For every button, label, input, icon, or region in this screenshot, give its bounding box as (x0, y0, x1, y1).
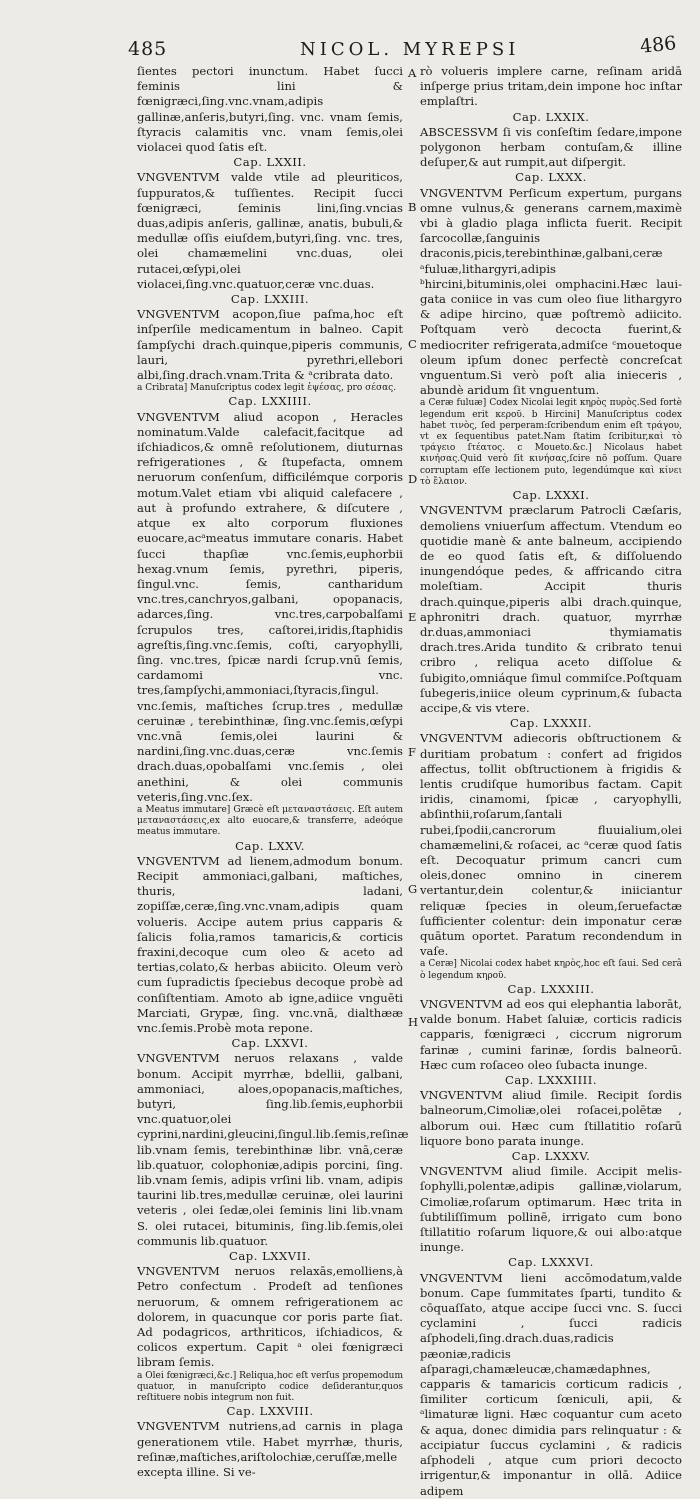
chapter-heading: Cap. LXXIIII. (228, 394, 312, 409)
paragraph: VNGVENTVM lieni accōmodatum,valde bonum. Cape ſummitates ſparti, tundito & cōquaſſato, atque accipe ſucci vnc. S. ſucci cyclamini , ſucci radicis aſphodeli,ſing.drach.duas,radicis pæoniæ,radicis aſparagi,chamæleucæ,chamædaphnes, capparis & tamaricis corticum radicis , ſimiliter corticum ſœniculi, apii, & ᵃlimaturæ ligni. Hæc coquantur cum aceto & aqua, donec dimidia pars relinquatur : & accipiatur ſuccus cyclamini , & radicis aſphodeli , atque cum priori decocto irrigentur,& imponantur in ollā. Adiice adipem (420, 1270, 682, 1498)
page-header (120, 32, 678, 66)
chapter-heading: Cap. LXXXV. (511, 1149, 591, 1164)
paragraph: VNGVENTVM aliud ſimile. Recipit ſordis balneorum,Cimoliæ,olei roſacei,polētæ , alborum oui. Hæc cum ſtillatitio roſarū liquore bono parata inunge. (420, 1088, 682, 1148)
footnote: a Meatus immutare] Græcè eſt μεταναστάσεις. Eſt autem μεταναστάσεις,ex alto euocare,& transferre, adeóque meatus immutare. (137, 804, 403, 838)
footnote: a Ceræ] Nicolai codex habet κηρὸς,hoc eſt ſaui. Sed cerâ ò legendum κηροῦ. (420, 959, 682, 981)
page-number-right: 486 (638, 32, 678, 58)
footnote: a Olei fœnigræci,&c.] Reliqua,hoc eſt verſus propemodum quatuor, in manuſcripto codice deſiderantur,quos reſtituere nobis integrum non fuit. (137, 1370, 403, 1404)
chapter-heading: Cap. LXXXIIII. (504, 1073, 598, 1088)
margin-letter-e: E (408, 610, 417, 624)
margin-letter-b: B (408, 200, 417, 214)
footnote: a Cribrata] Manuſcriptus codex legit ἑψέσας, pro σέσας. (137, 383, 397, 394)
chapter-heading: Cap. LXXVI. (231, 1036, 309, 1051)
margin-letter-f: F (408, 745, 416, 759)
margin-letter-a: A (408, 66, 417, 80)
paragraph: VNGVENTVM ad lienem,admodum bonum. Recipit ammoniaci,galbani, maſtiches, thuris, ladani, zopiſſæ,ceræ,ſing.vnc.vnam,adipis quam volueris. Accipe autem prius capparis & ſalicis folia,ramos tamaricis,& corticis fraxini,decoque cum oleo & aceto ad tertias,colato,& herbas abiicito. Oleum verò cum ſupradictis ſpeciebus decoque probè ad conſiſtentiam. Amoto ab igne,adiice vnguēti Marciati, Grypæ, ſing. vnc.vnā, dialthææ vnc.ſemis.Probè mota repone. (137, 853, 403, 1035)
running-title: NICOL. MYREPSI (300, 39, 520, 60)
chapter-heading: Cap. LXXXVI. (508, 1255, 594, 1270)
margin-letter-c: C (408, 337, 417, 351)
chapter-heading: Cap. LXXII. (233, 155, 307, 170)
paragraph: VNGVENTVM præclarum Patrocli Cæſaris, demoliens vniuerſum affectum. Vtendum eo quotidie manè & ante balneum, accipiendo de eo quod ſatis eſt, & diſſoluendo inungendóque pedes, & affricando citra moleſtiam. Accipit thuris drach.quinque,piperis albi drach.quinque, aphronitri drach. quatuor, myrrhæ dr.duas,ammoniaci thymiamatis drach.tres.Arida tundito & cribrato tenui cribro , reliqua aceto diſſolue & ſubigito,omniáque ſimul commiſce.Poſtquam ſubegeris,iniice oleum cyprinum,& ſubacta accipe,& vis vtere. (420, 503, 682, 715)
paragraph: ABSCESSVM ſi vis conſeſtim ſedare,impone polygonon herbam contuſam,& illine deſuper,& aut rumpit,aut diſpergit. (420, 124, 682, 170)
paragraph: VNGVENTVM Perſicum expertum, purgans omne vulnus,& generans carnem,maximè vbi à gladio plaga inflicta fuerit. Recipit ſarcocollæ,ſanguinis draconis,picis,terebinthinæ,galbani,ceræ ᵃfuluæ,lithargyri,adipis ᵇhircini,bituminis,olei omphacini.Hæc laui-gata coniice in vas cum oleo ſiue lithargyro & adipe hircino, quæ poſtremò adiicito. Poſtquam verò decocta fuerint,& mediocriter refrigerata,admiſce ᶜmouetoque oleum ipſum donec perfectè concreſcat vnguentum.Si verò poſt alia inieceris , abundè aridum ſit vnguentum. (420, 185, 682, 398)
chapter-heading: Cap. LXXVII. (229, 1249, 311, 1264)
left-column (137, 64, 409, 1480)
chapter-heading: Cap. LXXV. (235, 838, 305, 853)
chapter-heading: Cap. LXXX. (515, 170, 587, 185)
paragraph: ſientes pectori inunctum. Habet ſucci feminis lini & fœnigræci,ſing.vnc.vnam,adipis gallinæ,anſeris,butyri,ſing. vnc. vnam ſemis, ſtyracis calamitis vnc. vnam ſemis,olei violacei quod ſatis eſt. (137, 64, 403, 155)
paragraph: VNGVENTVM nutriens,ad carnis in plaga generationem vtile. Habet myrrhæ, thuris, reſinæ,maſtiches,ariſtolochiæ,ceruſſæ,melle excepta illine. Si ve- (137, 1419, 403, 1480)
margin-letter-d: D (408, 472, 418, 486)
chapter-heading: Cap. LXXIII. (230, 292, 310, 307)
chapter-heading: Cap. LXXVIII. (226, 1404, 314, 1419)
paragraph: VNGVENTVM adiecoris obſtructionem & duritiam probatum : confert ad frigidos affectus, tollit obſtructionem à frigidis & lentis crudiſque humoribus factam. Capit iridis, cinamomi, ſpicæ , caryophylli, abſinthii,roſarum,ſantali rubei,ſpodii,cancrorum fluuialium,olei chamæmelini,& roſacei, ac ᵃceræ quod ſatis eſt. Decoquatur primum cancri cum oleis,donec omnino in cinerem vertantur,dein colentur,& iniiciantur reliquæ ſpecies in oleum,ſeruefactæ ſufficienter colentur: dein imponatur ceræ quātum oportet. Paratum recondendum in vaſe. (420, 731, 682, 959)
paragraph: VNGVENTVM neruos relaxans , valde bonum. Accipit myrrhæ, bdellii, galbani, ammoniaci, aloes,opopanacis,maſtiches, butyri, ſing.lib.ſemis,euphorbii vnc.quatuor,olei cyprini,nardini,gleucini,ſingul.lib.ſemis,reſinæ lib.vnam ſemis, terebinthinæ libr. vnā,ceræ lib.quatuor, colophoniæ,adipis porcini, ſing. lib.vnam ſemis, adipis vrſini lib. vnam, adipis taurini lib.tres,medullæ ceruinæ, olei laurini veteris , olei ſedæ,olei ſeminis lini lib.vnam S. olei rutacei, bituminis, ſing.lib.ſemis,olei communis lib.quatuor. (137, 1051, 409, 1248)
paragraph: VNGVENTVM neruos relaxās,emolliens,à Petro confectum . Prodeſt ad tenſiones neruorum, & omnem refrigerationem ac dolorem, in quacunque cor poris parte ſiat. Ad podagricos, arthriticos, iſchiadicos, & colicos expertum. Capit ᵃ olei fœnigræci libram ſemis. (137, 1264, 403, 1370)
chapter-heading: Cap. LXXIX. (512, 109, 590, 124)
paragraph: VNGVENTVM acopon,ſiue paſma,hoc eſt inſperſile medicamentum in balneo. Capit ſampſychi drach.quinque,piperis communis, lauri, pyrethri,ellebori albi,ſing.drach.vnam.Trita & ᵃcribrata dato. (137, 307, 403, 383)
margin-letter-g: G (408, 882, 418, 896)
margin-letter-h: H (408, 1015, 419, 1029)
paragraph: rò volueris implere carne, reſinam aridā inſperge prius tritam,dein impone hoc inſtar emplaſtri. (420, 64, 682, 109)
paragraph: VNGVENTVM ad eos qui elephantia laborāt, valde bonum. Habet ſaluiæ, corticis radicis capparis, fœnigræci , ciccrum nigrorum farinæ , cumini farinæ, ſordis balneorū. Hæc cum roſaceo oleo ſubacta inunge. (420, 997, 682, 1072)
chapter-heading: Cap. LXXXI. (512, 488, 590, 503)
paragraph: VNGVENTVM aliud acopon , Heracles nominatum.Valde calefacit,facitque ad iſchiadicos,& omnē reſolutionem, diuturnas refrigerationes , & ſtupefacta, omnem neruorum conſenſum, difficilémque corporis motum.Valet etiam vbi aliquid calefacere , aut à profundo extrahere, & diſcutere , atque ex alto corporum fluxiones euocare,acᵃmeatus immutare conaris. Habet ſucci thapſiæ vnc.ſemis,euphorbii hexag.vnum ſemis, pyrethri, piperis, ſingul.vnc. ſemis, cantharidum vnc.tres,canchryos,galbani, opopanacis, adarces,ſing. vnc.tres,carpobalſami ſcrupulos tres, caſtorei,iridis,ſtaphidis agreſtis,ſing.vnc.ſemis, coſti, caryophylli, ſing. vnc.tres, ſpicæ nardi ſcrup.vnū ſemis, cardamomi vnc. tres,ſampſychi,ammoniaci,ſtyracis,ſingul. vnc.ſemis, maſtiches ſcrup.tres , medullæ ceruinæ , terebinthinæ, ſing.vnc.ſemis,œſypi vnc.vnā ſemis,olei laurini & nardini,ſing.vnc.duas,ceræ vnc.ſemis drach.duas,opobalſami vnc.ſemis , olei anethini, & olei communis veteris,ſing.vnc.ſex. (137, 409, 403, 804)
right-column (420, 64, 682, 1498)
chapter-heading: Cap. LXXXII. (510, 716, 592, 731)
paragraph: VNGVENTVM aliud ſimile. Accipit melis-ſophylli,polentæ,adipis gallinæ,violarum, Cimoliæ,roſarum optimarum. Hæc trita in ſubtiliſſimum pollinē, irrigato cum bono ſtillatitio roſarum liquore,& oui albo:atque inunge. (420, 1164, 682, 1255)
page-number-left: 485 (128, 38, 168, 60)
footnote: a Ceræ fuluæ] Codex Nicolai legit κηρὸς πυρὸς.Sed fortè legendum erit κεροῦ. b Hircini] Manuſcriptus codex habet τινὸς, ſed perperam:ſcribendum enim eſt τράγου, vt ex ſequentibus patet.Nam ſtatim ſcribitur,καὶ τὸ τράγειο ſτέατος. c Moueto.&c.] Nicolaus habet κινήσας.Quid verò ſit κινήσας,ſcire nō poſſum. Quare corruptam eſſe lectionem puto, legendúmque καὶ κίνει τὸ ἔλαιον. (420, 398, 682, 487)
chapter-heading: Cap. LXXXIII. (507, 981, 595, 996)
paragraph: VNGVENTVM valde vtile ad pleuriticos, ſuppuratos,& tuſſientes. Recipit ſucci fœnigræci, ſeminis lini,ſing.vncias duas,adipis anſeris, gallinæ, anatis, bubuli,& medullæ oſſis eiuſdem,butyri,ſing. vnc. tres, olei chamæmelini vnc.duas, olei rutacei,œſypi,olei violacei,ſing.vnc.quatuor,ceræ vnc.duas. (137, 170, 403, 291)
